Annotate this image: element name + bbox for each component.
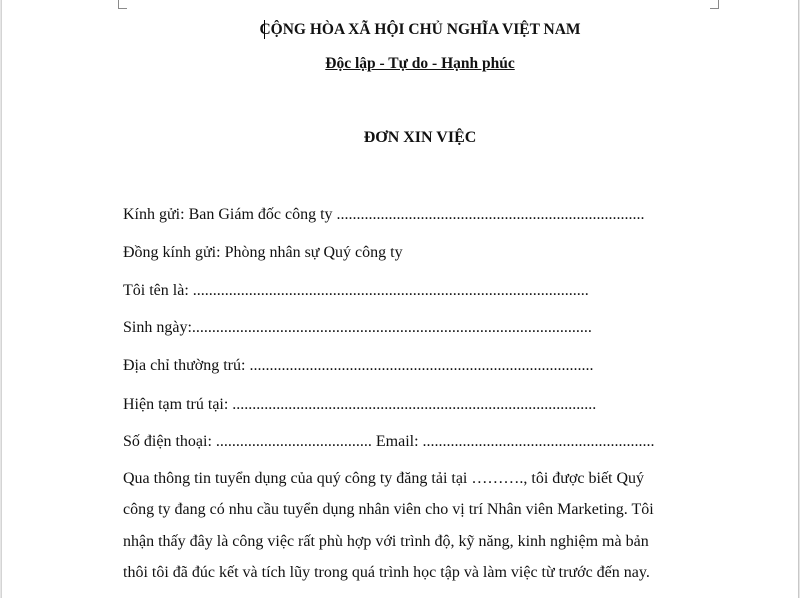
left-margin-corner-mark [118, 0, 127, 9]
body-line: công ty đang có nhu cầu tuyển dụng nhân viên cho vị trí Nhân viên Marketing. Tôi [123, 501, 654, 518]
nation-title: CỘNG HÒA XÃ HỘI CHỦ NGHĨA VIỆT NAM [259, 21, 581, 38]
recipient-line: Kính gửi: Ban Giám đốc công ty ............................................................................. [123, 206, 645, 223]
phone-email-line: Số điện thoại: ....................................... Email: .......................................................... [123, 433, 655, 450]
motto: Độc lập - Tự do - Hạnh phúc [325, 55, 515, 72]
full-name-line: Tôi tên là: ................................................................................................... [123, 282, 589, 299]
permanent-address-line: Địa chỉ thường trú: ...................................................................................... [123, 357, 594, 374]
body-line: nhận thấy đây là công việc rất phù hợp với trình độ, kỹ năng, kinh nghiệm mà bản [123, 533, 649, 550]
cc-line: Đồng kính gửi: Phòng nhân sự Quý công ty [123, 244, 403, 261]
temporary-address-line: Hiện tạm trú tại: ........................................................................................... [123, 396, 597, 413]
body-line: thôi tôi đã đúc kết và tích lũy trong quá trình học tập và làm việc từ trước đến nay. [123, 564, 650, 581]
form-title: ĐƠN XIN VIỆC [363, 129, 477, 146]
body-line: Qua thông tin tuyển dụng của quý công ty đăng tải tại ………., tôi được biết Quý [123, 470, 645, 487]
right-margin-corner-mark [710, 0, 719, 9]
document-page[interactable] [1, 0, 799, 598]
birth-date-line: Sinh ngày:.................................................................................................... [123, 319, 592, 336]
